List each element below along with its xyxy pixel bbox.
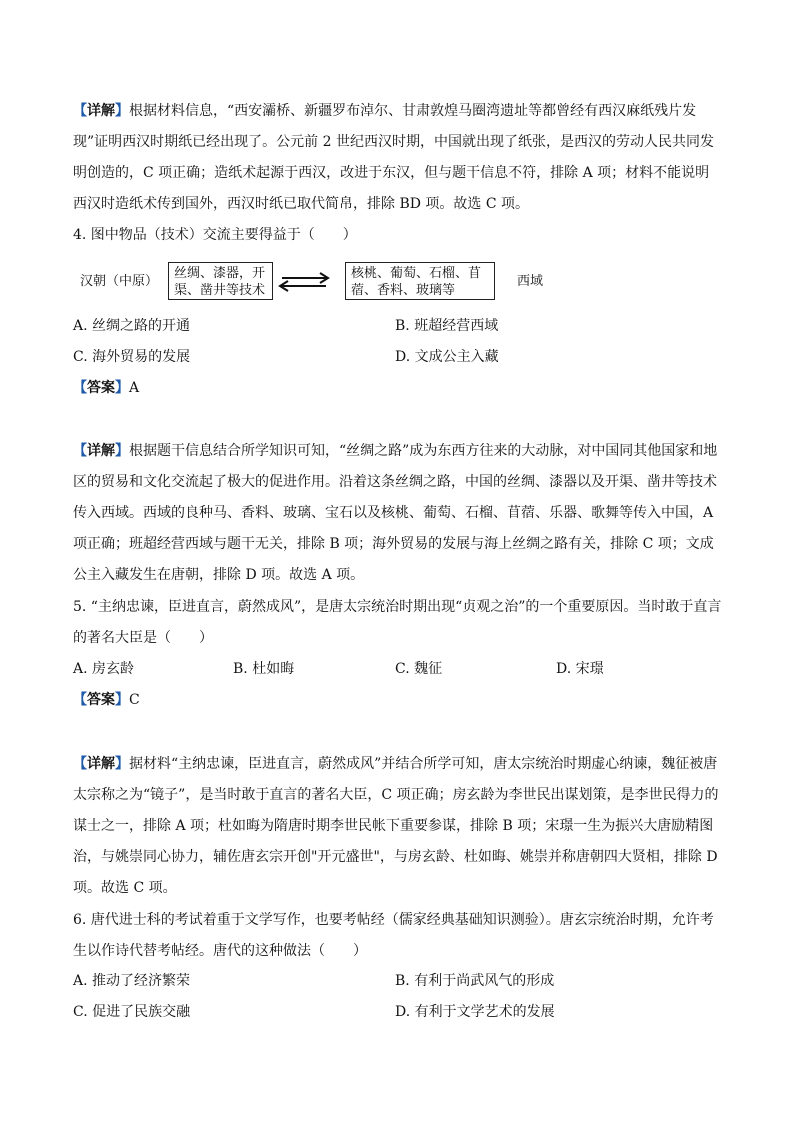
q5-option-d: D. 宋璟 — [556, 661, 604, 677]
q4-stem: 4. 图中物品（技术）交流主要得益于（ ） — [73, 227, 357, 243]
q4-explain-tag: 详解 — [87, 443, 115, 459]
q4-option-a: A. 丝绸之路的开通 — [73, 318, 191, 334]
q3-explain-text: 根据材料信息，“西安灞桥、新疆罗布淖尔、甘肃敦煌马圈湾遗址等都曾经有西汉麻纸残片发现”证明西汉时期纸已经出现了。公元前 2 世纪西汉时期，中国就出现了纸张，是西汉的劳动人民共同发明创造的，C 项正确；造纸术起源于西汉，改进于东汉，但与题干信息不符，排除 A 项；材料不能说明西汉时造纸术传到国外，西汉时纸已取代简帛，排除 BD 项。故选 C 项。 — [73, 103, 714, 212]
q4-answer: 【答案】A — [73, 380, 140, 396]
q6-option-c: C. 促进了民族交融 — [73, 1004, 191, 1020]
diagram-right-box: 核桃、葡萄、石榴、苜蓿、香料、玻璃等 — [345, 262, 495, 300]
q5-stem: 5. “主纳忠谏，臣进直言，蔚然成风”，是唐太宗统治时期出现“贞观之治”的一个重要原因。当时敢于直言的著名大臣是（ ） — [73, 599, 722, 646]
q5-answer: 【答案】C — [73, 692, 140, 708]
q4-option-c: C. 海外贸易的发展 — [73, 349, 191, 365]
q5-answer-tag: 答案 — [87, 692, 115, 708]
q4-answer-tag: 答案 — [87, 380, 115, 396]
q3-explain-tag: 详解 — [87, 103, 115, 119]
q3-explanation: 【详解】根据材料信息，“西安灞桥、新疆罗布淖尔、甘肃敦煌马圈湾遗址等都曾经有西汉麻纸残片发现”证明西汉时期纸已经出现了。公元前 2 世纪西汉时期，中国就出现了纸张，是西汉的劳动人民共同发明创造的，C 项正确；造纸术起源于西汉，改进于东汉，但与题干信息不符，排除 A 项；材料不能说明西汉时造纸术传到国外，西汉时纸已取代简帛，排除 BD 项。故选 C 项。 — [73, 103, 714, 212]
q4-option-b: B. 班超经营西域 — [395, 318, 499, 334]
double-arrow-icon — [278, 272, 330, 292]
q4-option-d: D. 文成公主入藏 — [395, 349, 499, 365]
diagram-left-label: 汉朝（中原） — [80, 274, 159, 289]
diagram-left-box: 丝绸、漆器，开渠、凿井等技术 — [168, 262, 273, 300]
q5-explanation: 【详解】据材料“主纳忠谏，臣进直言，蔚然成风”并结合所学可知，唐太宗统治时期虚心纳谏，魏征被唐太宗称之为“镜子”，是当时敢于直言的著名大臣，C 项正确；房玄龄为李世民出谋划策，是李世民得力的谋士之一，排除 A 项；杜如晦为隋唐时期李世民帐下重要参谋，排除 B 项；宋璟一生为振兴大唐励精图治，与姚崇同心协力，辅佐唐玄宗开创"开元盛世"，与房玄龄、杜如晦、姚崇并称唐朝四大贤相，排除 D 项。故选 C 项。 — [73, 756, 719, 896]
q4-explanation: 【详解】根据题干信息结合所学知识可知，“丝绸之路”成为东西方往来的大动脉，对中国同其他国家和地区的贸易和文化交流起了极大的促进作用。沿着这条丝绸之路，中国的丝绸、漆器以及开渠、凿井等技术传入西域。西域的良种马、香料、玻璃、宝石以及核桃、葡萄、石榴、苜蓿、乐器、歌舞等传入中国，A 项正确；班超经营西域与题干无关，排除 B 项；海外贸易的发展与海上丝绸之路有关，排除 C 项；文成公主入藏发生在唐朝，排除 D 项。故选 A 项。 — [73, 443, 718, 583]
diagram-right-label: 西域 — [517, 274, 544, 289]
q5-explain-text: 据材料“主纳忠谏，臣进直言，蔚然成风”并结合所学可知，唐太宗统治时期虚心纳谏，魏征被唐太宗称之为“镜子”，是当时敢于直言的著名大臣，C 项正确；房玄龄为李世民出谋划策，是李世民得力的谋士之一，排除 A 项；杜如晦为隋唐时期李世民帐下重要参谋，排除 B 项；宋璟一生为振兴大唐励精图治，与姚崇同心协力，辅佐唐玄宗开创"开元盛世"，与房玄龄、杜如晦、姚崇并称唐朝四大贤相，排除 D 项。故选 C 项。 — [73, 756, 719, 896]
q4-explain-text: 根据题干信息结合所学知识可知，“丝绸之路”成为东西方往来的大动脉，对中国同其他国家和地区的贸易和文化交流起了极大的促进作用。沿着这条丝绸之路，中国的丝绸、漆器以及开渠、凿井等技术传入西域。西域的良种马、香料、玻璃、宝石以及核桃、葡萄、石榴、苜蓿、乐器、歌舞等传入中国，A 项正确；班超经营西域与题干无关，排除 B 项；海外贸易的发展与海上丝绸之路有关，排除 C 项；文成公主入藏发生在唐朝，排除 D 项。故选 A 项。 — [73, 443, 718, 583]
exchange-diagram — [80, 262, 560, 302]
q6-option-a: A. 推动了经济繁荣 — [73, 973, 191, 989]
q4-answer-value: A — [129, 380, 140, 396]
q6-option-b: B. 有利于尚武风气的形成 — [395, 973, 555, 989]
q5-answer-value: C — [129, 692, 140, 708]
q5-option-a: A. 房玄龄 — [73, 661, 135, 677]
q6-option-d: D. 有利于文学艺术的发展 — [395, 1004, 555, 1020]
q5-option-b: B. 杜如晦 — [233, 661, 295, 677]
q5-explain-tag: 详解 — [87, 756, 115, 772]
q5-option-c: C. 魏征 — [395, 661, 443, 677]
q6-stem: 6. 唐代进士科的考试着重于文学写作，也要考帖经（儒家经典基础知识测验）。唐玄宗统治时期，允许考生以作诗代替考帖经。唐代的这种做法（ ） — [73, 912, 714, 959]
